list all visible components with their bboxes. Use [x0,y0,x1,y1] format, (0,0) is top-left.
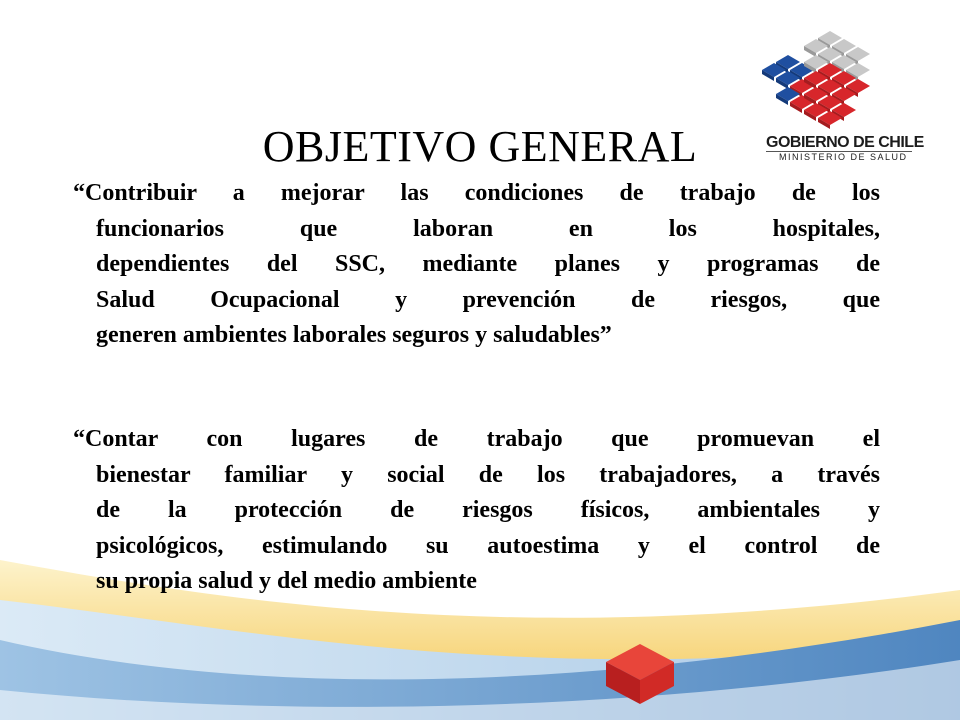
paragraph-line: su propia salud y del medio ambiente [96,568,477,594]
logo-name: GOBIERNO DE CHILE [766,134,924,151]
objective-paragraph-1 [73,176,880,354]
paragraph-line: de la protección de riesgos físicos, ambientales y [96,497,880,523]
objective-paragraph-2 [73,422,880,600]
paragraph-line: Salud Ocupacional y prevención de riesgos, que [96,286,880,313]
paragraph-line: generen ambientes laborales seguros y saludables” [96,322,612,348]
paragraph-line: dependientes del SSC, mediante planes y programas de [96,251,880,277]
slide-title: OBJETIVO GENERAL [262,122,698,171]
paragraph-line: “Contribuir a mejorar las condiciones de trabajo de los [73,180,880,206]
paragraph-line: psicológicos, estimulando su autoestima y el control de [96,532,880,559]
paragraph-line: bienestar familiar y social de los trabajadores, a través [96,461,880,488]
logo-ministry: MINISTERIO DE SALUD [779,152,908,162]
paragraph-line: “Contar con lugares de trabajo que promuevan el [73,426,880,452]
paragraph-line: funcionarios que laboran en los hospitales, [96,215,880,242]
